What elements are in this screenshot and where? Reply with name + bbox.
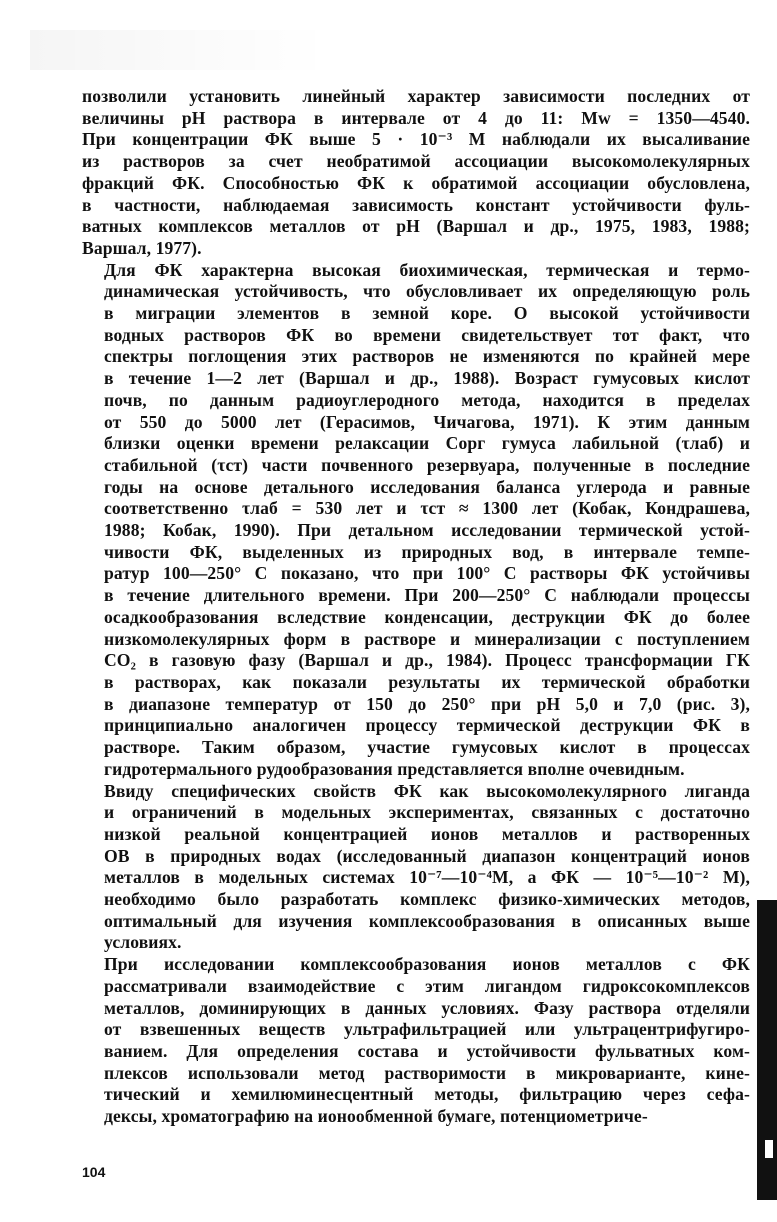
text-line: металлов в модельных системах 10⁻⁷—10⁻⁴М, а ФК — 10⁻⁵—10⁻² М), xyxy=(104,867,750,888)
text-line: плексов использовали метод растворимости в микроварианте, кине- xyxy=(104,1062,750,1083)
text-line: условиях. xyxy=(104,932,182,953)
text-line: низкомолекулярных форм в растворе и минерализации с поступлением xyxy=(104,628,750,649)
text-line: тический и хемилюминесцентный методы, фильтрацию через сефа- xyxy=(104,1084,750,1105)
paragraph-1 xyxy=(82,86,750,260)
text-line: СО₂ в газовую фазу (Варшал и др., 1984). Процесс трансформации ГК xyxy=(104,650,750,671)
text-line: рассматривали взаимодействие с этим лигандом гидроксокомплексов xyxy=(104,975,750,996)
text-line: 1988; Кобак, 1990). При детальном исследовании термической устой- xyxy=(104,520,750,541)
text-line: спектры поглощения этих растворов не изменяются по крайней мере xyxy=(104,346,750,367)
text-line: ратур 100—250° С показано, что при 100° С растворы ФК устойчивы xyxy=(104,563,750,584)
text-line: соответственно τлаб = 530 лет и τст ≈ 1300 лет (Кобак, Кондрашева, xyxy=(104,498,750,519)
text-line: в растворах, как показали результаты их термической обработки xyxy=(104,671,750,692)
paragraph-2 xyxy=(82,260,750,781)
text-line: Для ФК характерна высокая биохимическая, термическая и термо- xyxy=(104,259,750,280)
text-line: При концентрации ФК выше 5 · 10⁻³ М наблюдали их высаливание xyxy=(82,129,750,150)
text-line: оптимальный для изучения комплексообразования в описанных выше xyxy=(104,910,750,931)
text-line: необходимо было разработать комплекс физико-химических методов, xyxy=(104,889,750,910)
text-line: Варшал, 1977). xyxy=(82,237,202,258)
text-line: При исследовании комплексообразования ионов металлов с ФК xyxy=(104,954,750,975)
text-line: близки оценки времени релаксации Сорг гумуса лабильной (τлаб) и xyxy=(104,433,750,454)
body-text xyxy=(82,86,750,1128)
text-line: низкой реальной концентрацией ионов металлов и растворенных xyxy=(104,823,750,844)
text-line: почв, по данным радиоуглеродного метода, находится в пределах xyxy=(104,389,750,410)
text-line: в диапазоне температур от 150 до 250° при pH 5,0 и 7,0 (рис. 3), xyxy=(104,693,750,714)
scan-edge-shadow xyxy=(757,900,777,1200)
text-line: дексы, хроматографию на ионообменной бумаге, потенциометриче- xyxy=(104,1106,648,1127)
text-line: растворе. Таким образом, участие гумусовых кислот в процессах xyxy=(104,737,750,758)
text-line: ОВ в природных водах (исследованный диапазон концентраций ионов xyxy=(104,845,750,866)
text-line: принципиально аналогичен процессу термической деструкции ФК в xyxy=(104,715,750,736)
text-line: из растворов за счет необратимой ассоциации высокомолекулярных xyxy=(82,151,750,172)
text-line: и ограничений в модельных экспериментах, связанных с достаточно xyxy=(104,802,750,823)
text-line: годы на основе детального исследования баланса углерода и равные xyxy=(104,476,750,497)
paragraph-4 xyxy=(82,954,750,1128)
text-line: чивости ФК, выделенных из природных вод, в интервале темпе- xyxy=(104,541,750,562)
text-line: от взвешенных веществ ультрафильтрацией или ультрацентрифугиро- xyxy=(104,1019,750,1040)
text-line: ватных комплексов металлов от pH (Варшал и др., 1975, 1983, 1988; xyxy=(82,216,750,237)
page-number: 104 xyxy=(82,1164,106,1180)
text-line: динамическая устойчивость, что обусловливает их определяющую роль xyxy=(104,281,750,302)
scan-shadow xyxy=(30,30,330,70)
text-line: фракций ФК. Способностью ФК к обратимой ассоциации обусловлена, xyxy=(82,172,750,193)
text-line: в частности, наблюдаемая зависимость констант устойчивости фуль- xyxy=(82,194,750,215)
text-line: от 550 до 5000 лет (Герасимов, Чичагова, 1971). К этим данным xyxy=(104,411,750,432)
text-line: в течение 1—2 лет (Варшал и др., 1988). Возраст гумусовых кислот xyxy=(104,368,750,389)
text-line: водных растворов ФК во времени свидетельствует тот факт, что xyxy=(104,324,750,345)
paragraph-3 xyxy=(82,781,750,955)
text-line: осадкообразования вследствие конденсации, деструкции ФК до более xyxy=(104,606,750,627)
text-line: Ввиду специфических свойств ФК как высокомолекулярного лиганда xyxy=(104,780,750,801)
text-line: стабильной (τст) части почвенного резервуара, полученные в последние xyxy=(104,454,750,475)
text-line: величины pH раствора в интервале от 4 до 11: Mw = 1350—4540. xyxy=(82,107,750,128)
text-line: гидротермального рудообразования представляется вполне очевидным. xyxy=(104,758,685,779)
text-line: позволили установить линейный характер зависимости последних от xyxy=(82,86,750,106)
text-line: металлов, доминирующих в данных условиях. Фазу раствора отделяли xyxy=(104,997,750,1018)
text-line: в течение длительного времени. При 200—250° С наблюдали процессы xyxy=(104,585,750,606)
text-line: в миграции элементов в земной коре. О высокой устойчивости xyxy=(104,303,750,324)
text-line: ванием. Для определения состава и устойчивости фульватных ком- xyxy=(104,1040,750,1061)
